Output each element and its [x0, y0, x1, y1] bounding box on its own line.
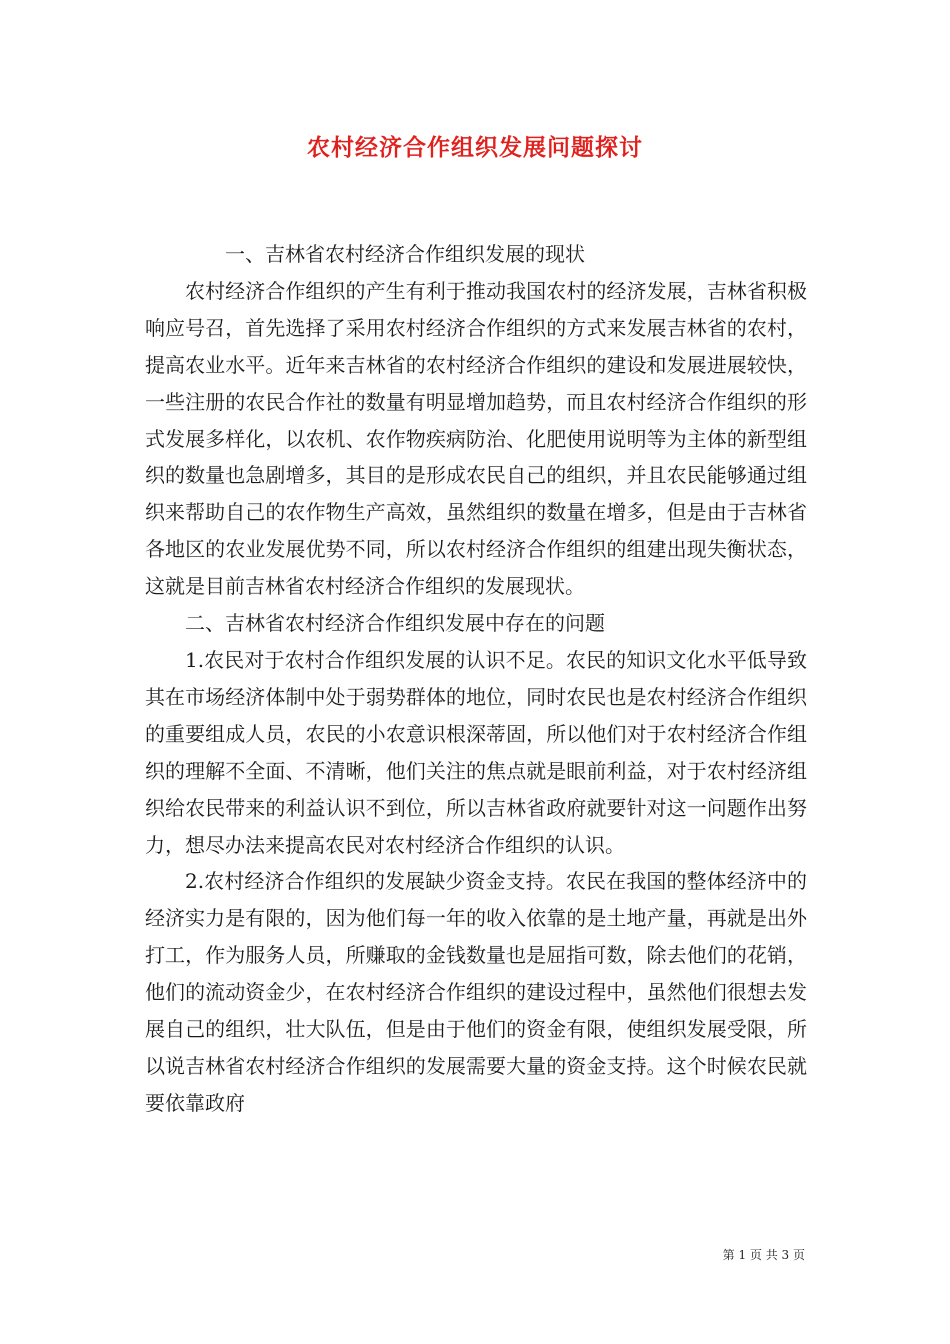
paragraph-problem-1: 1.农民对于农村合作组织发展的认识不足。农民的知识文化水平低导致其在市场经济体制中处于弱势群体的地位，同时农民也是农村经济合作组织的重要组成人员，农民的小农意识根深蒂固，所以他们对于农村经济合作组织的理解不全面、不清晰，他们关注的焦点就是眼前利益，对于农村经济组织给农民带来的利益认识不到位，所以吉林省政府就要针对这一问题作出努力，想尽办法来提高农民对农村经济合作组织的认识。 — [145, 647, 807, 857]
document-title: 农村经济合作组织发展问题探讨 — [307, 134, 643, 161]
page-number-footer: 第 1 页 共 3 页 — [722, 1248, 805, 1262]
paragraph-problem-2: 2.农村经济合作组织的发展缺少资金支持。农民在我国的整体经济中的经济实力是有限的，因为他们每一年的收入依靠的是土地产量，再就是出外打工，作为服务人员，所赚取的金钱数量也是屈指可数，除去他们的花销，他们的流动资金少，在农村经济合作组织的建设过程中，虽然他们很想去发展自己的组织，壮大队伍，但是由于他们的资金有限，使组织发展受限，所以说吉林省农村经济合作组织的发展需要大量的资金支持。这个时候农民就要依靠政府 — [145, 869, 807, 1115]
document-body — [145, 236, 807, 1122]
paragraph-status: 农村经济合作组织的产生有利于推动我国农村的经济发展，吉林省积极响应号召，首先选择了采用农村经济合作组织的方式来发展吉林省的农村，提高农业水平。近年来吉林省的农村经济合作组织的建设和发展进展较快，一些注册的农民合作社的数量有明显增加趋势，而且农村经济合作组织的形式发展多样化，以农机、农作物疾病防治、化肥使用说明等为主体的新型组织的数量也急剧增多，其目的是形成农民自己的组织，并且农民能够通过组织来帮助自己的农作物生产高效，虽然组织的数量在增多，但是由于吉林省各地区的农业发展优势不同，所以农村经济合作组织的组建出现失衡状态，这就是目前吉林省农村经济合作组织的发展现状。 — [145, 278, 807, 599]
section-heading-2: 二、吉林省农村经济合作组织发展中存在的问题 — [185, 611, 605, 636]
section-heading-1: 一、吉林省农村经济合作组织发展的现状 — [225, 242, 585, 266]
